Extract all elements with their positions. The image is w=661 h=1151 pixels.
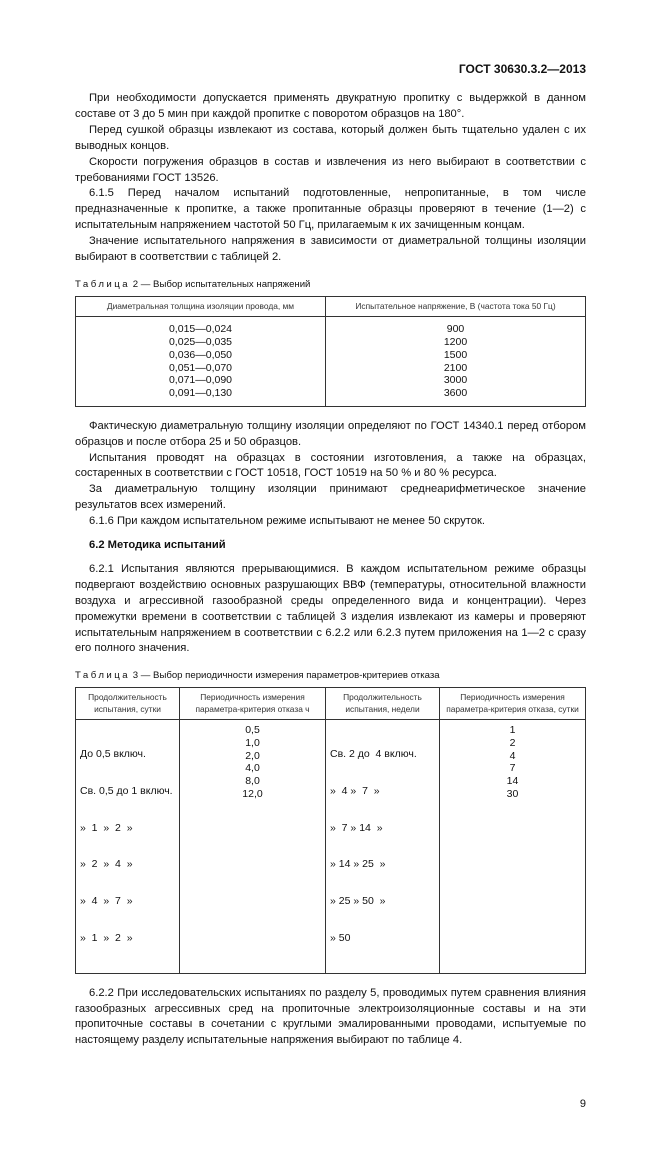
- table3-col-duration-weeks: [326, 720, 440, 973]
- paragraph: 6.1.5 Перед началом испытаний подготовленные, непропитанные, в том числе предназначенные к пропитке, а также пропитанные образцы проверяют в течение (1—2) с испытательным напряжением частотой 50 Гц, прилагаемым к их зачищенным концам.: [75, 187, 586, 232]
- table3-header: Продолжительность испытания, недели: [326, 688, 440, 720]
- table3-header: Периодичность измерения параметра-критерия отказа, сутки: [440, 688, 586, 720]
- cell: 0,091—0,130: [168, 386, 233, 399]
- cell: 900: [446, 323, 465, 336]
- cell: » 50: [330, 931, 351, 944]
- paragraph: Перед сушкой образцы извлекают из состава, который должен быть тщательно удален с их выводных концов.: [75, 123, 586, 152]
- cell: 0,5: [245, 724, 260, 737]
- cell: 7: [509, 762, 516, 775]
- paragraph: Значение испытательного напряжения в зависимости от диаметральной толщины изоляции выбирают в соответствии с таблицей 2.: [75, 235, 586, 264]
- cell: 12,0: [242, 787, 263, 800]
- page-number: 9: [579, 1098, 586, 1111]
- table2-header: Испытательное напряжение, В (частота тока 50 Гц): [326, 296, 586, 317]
- table2-col-voltage: [326, 317, 586, 406]
- cell: Св. 0,5 до 1 включ.: [80, 785, 173, 798]
- section-heading: 6.2 Методика испытаний: [89, 539, 226, 552]
- cell: » 2 » 4 »: [80, 858, 133, 871]
- cell: » 1 » 2 »: [80, 821, 133, 834]
- cell: » 7 » 14 »: [330, 821, 383, 834]
- table3-col-duration-days: [76, 720, 180, 973]
- cell: 14: [506, 775, 519, 788]
- cell: 0,036—0,050: [168, 348, 233, 361]
- cell: 4,0: [245, 762, 260, 775]
- paragraph: Испытания проводят на образцах в состоянии изготовления, а также на образцах, состаренных в соответствии с ГОСТ 10518, ГОСТ 10519 на 50 % и 80 % ресурса.: [75, 451, 586, 480]
- table3-header: Продолжительность испытания, сутки: [76, 688, 180, 720]
- table3: [75, 687, 586, 973]
- caption-prefix: Таблица: [75, 670, 131, 682]
- cell: 0,051—0,070: [168, 361, 233, 374]
- cell: До 0,5 включ.: [80, 748, 146, 761]
- cell: 0,025—0,035: [168, 336, 233, 349]
- cell: » 25 » 50 »: [330, 895, 386, 908]
- cell: 1500: [443, 348, 468, 361]
- cell: » 14 » 25 »: [330, 858, 386, 871]
- cell: » 4 » 7 »: [330, 785, 380, 798]
- table2-caption: [75, 278, 586, 291]
- cell: 2100: [443, 361, 468, 374]
- text-block-3: [75, 986, 586, 1050]
- cell: 30: [506, 787, 519, 800]
- cell: 2,0: [245, 749, 260, 762]
- table3-caption: [75, 669, 586, 682]
- caption-text: 2 — Выбор испытательных напряжений: [132, 278, 311, 290]
- cell: 1: [509, 724, 516, 737]
- paragraph: 6.1.6 При каждом испытательном режиме испытывают не менее 50 скруток.: [89, 515, 486, 528]
- cell: » 1 » 2 »: [80, 931, 133, 944]
- paragraph: 6.2.1 Испытания являются прерывающимися. В каждом испытательном режиме образцы подвергают воздействию основных разрушающих ВВФ (температуры, относительной влажности воздуха и агрессивной газообразной среды определенного вида и концентрации). Через промежутки времени в соответствии с таблицей 3 изделия извлекают из камеры и проверяют испытательным напряжением в соответствии с 6.2.2 или 6.2.3 путем приложения на 1—2 с сразу его полного значения.: [75, 562, 586, 655]
- cell: 0,071—0,090: [168, 374, 233, 387]
- table2-header: Диаметральная толщина изоляции провода, мм: [76, 296, 326, 317]
- table2: [75, 296, 586, 407]
- table3-header: Периодичность измерения параметра-критерия отказа ч: [180, 688, 326, 720]
- cell: 1200: [443, 336, 468, 349]
- table3-col-period-days: [440, 720, 586, 973]
- cell: 3600: [443, 386, 468, 399]
- cell: 0,015—0,024: [168, 323, 233, 336]
- table2-col-thickness: [76, 317, 326, 406]
- cell: 4: [509, 749, 516, 762]
- cell: 8,0: [245, 775, 260, 788]
- paragraph: 6.2.2 При исследовательских испытаниях по разделу 5, проводимых путем сравнения влияния газообразных агрессивных сред на пропиточные электроизоляционные составы и на эти пропиточные составы в сочетании с круглыми эмалированными проводами, испытуемые по настоящему разделу испытательные напряжения выбирают по таблице 4.: [75, 986, 586, 1047]
- table3-col-period-hours: [180, 720, 326, 973]
- document-code: ГОСТ 30630.3.2—2013: [458, 62, 586, 76]
- cell: 3000: [443, 374, 468, 387]
- paragraph: Скорости погружения образцов в состав и извлечения из него выбирают в соответствии с требованиями ГОСТ 13526.: [75, 155, 586, 184]
- paragraph: За диаметральную толщину изоляции принимают среднеарифметическое значение результатов всех измерений.: [75, 483, 586, 512]
- caption-text: 3 — Выбор периодичности измерения параметров-критериев отказа: [132, 670, 440, 682]
- text-block-1: [75, 91, 586, 266]
- paragraph: Фактическую диаметральную толщину изоляции определяют по ГОСТ 14340.1 перед отбором образцов и после отбора 25 и 50 образцов.: [75, 419, 586, 448]
- cell: » 4 » 7 »: [80, 895, 133, 908]
- paragraph: При необходимости допускается применять двукратную пропитку с выдержкой в данном составе от 3 до 5 мин при каждой пропитке с поворотом образцов на 180°.: [75, 92, 586, 120]
- cell: 2: [509, 737, 516, 750]
- cell: Св. 2 до 4 включ.: [330, 748, 417, 761]
- caption-prefix: Таблица: [75, 278, 131, 290]
- text-block-2: [75, 419, 586, 658]
- cell: 1,0: [245, 737, 260, 750]
